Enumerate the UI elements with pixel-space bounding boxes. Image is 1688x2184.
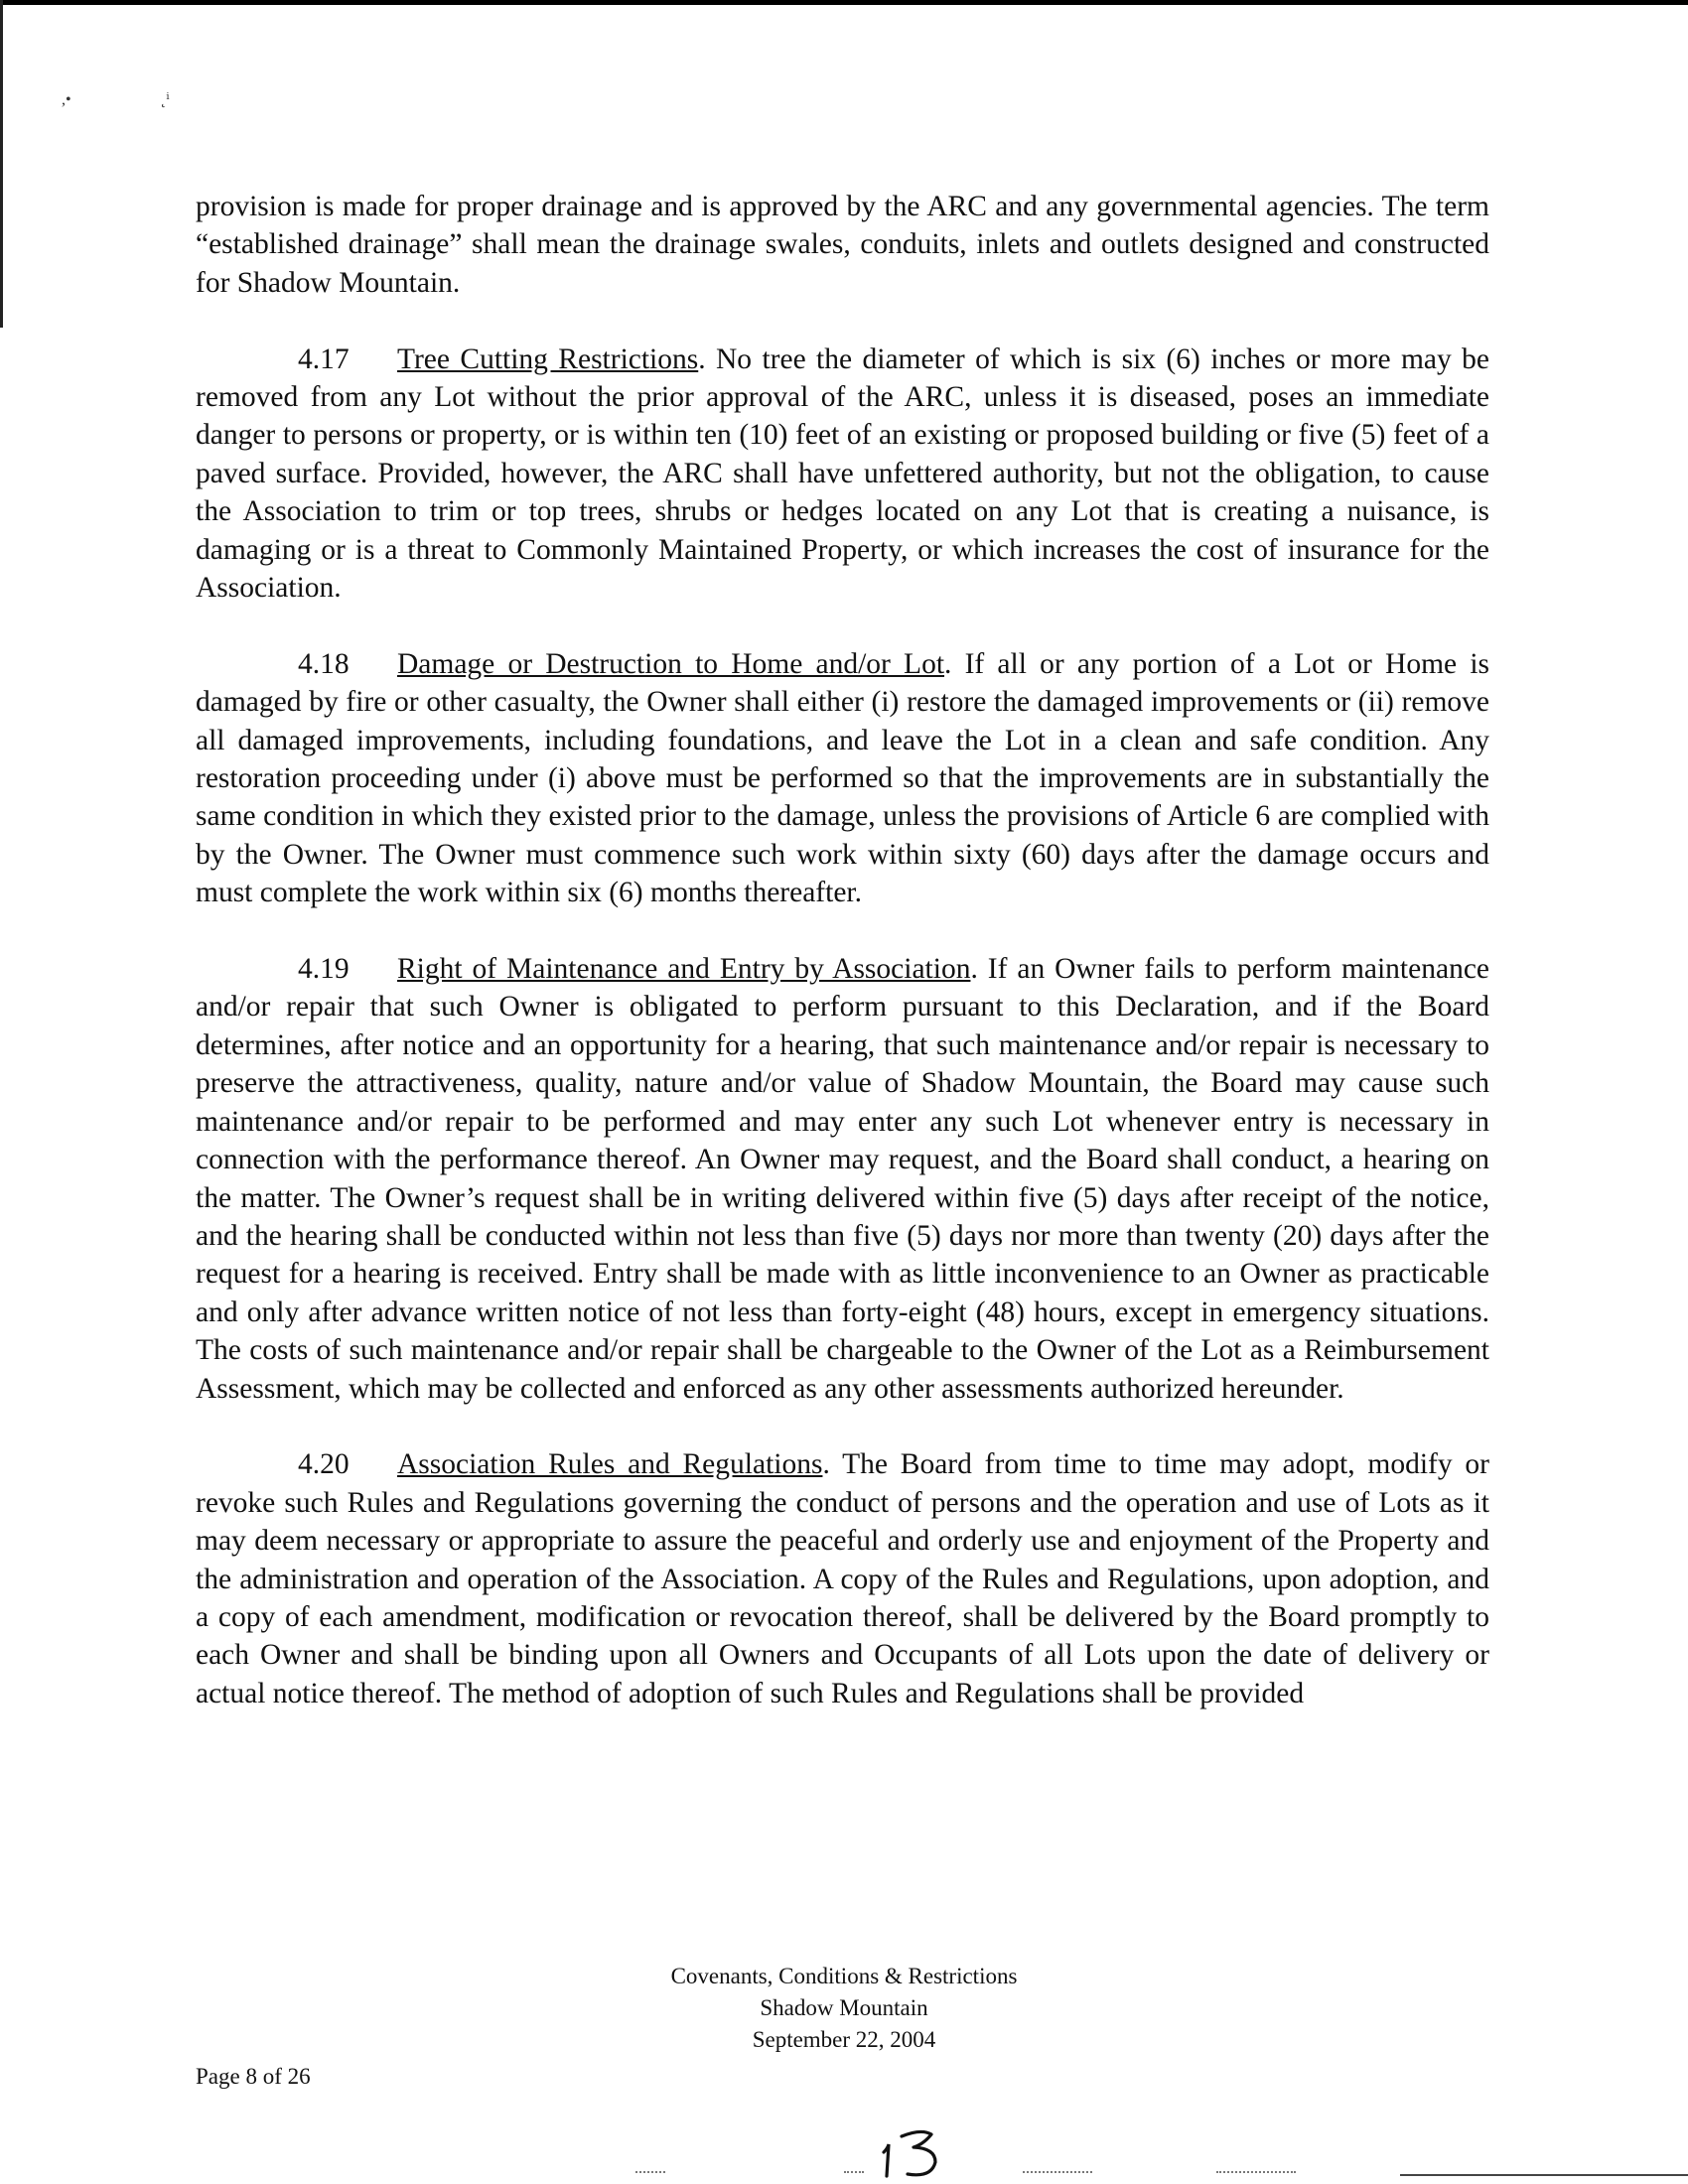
section-title: Damage or Destruction to Home and/or Lot <box>397 647 945 680</box>
scan-artifact <box>844 2171 864 2174</box>
document-body <box>196 188 1489 1712</box>
footer-project: Shadow Mountain <box>760 1995 928 2020</box>
scan-artifact <box>1216 2171 1296 2174</box>
section-4-17 <box>196 341 1489 608</box>
opening-paragraph: provision is made for proper drainage and is approved by the ARC and any governmental agencies. The term “established drainage” shall mean the drainage swales, conduits, inlets and outlets designed and constructed for Shadow Mountain. <box>196 191 1489 299</box>
scan-left-edge <box>0 0 3 328</box>
footer-title: Covenants, Conditions & Restrictions <box>670 1964 1018 1988</box>
section-title: Association Rules and Regulations <box>397 1448 823 1481</box>
section-text: . If all or any portion of a Lot or Home is damaged by fire or other casualty, the Owner shall either (i) restore the damaged improvements or (ii) remove all damaged improvements, including foundations, and leave the Lot in a clean and safe condition. Any restoration proceeding under (i) above must be performed so that the improvements are in substantially the same condition in which they existed prior to the damage, unless the provisions of Article 6 are complied with by the Owner. The Owner must commence such work within sixty (60) days after the damage occurs and must complete the work within six (6) months thereafter. <box>196 647 1489 909</box>
page-number: Page 8 of 26 <box>196 2064 311 2089</box>
document-footer <box>546 1961 1142 2056</box>
section-number: 4.17 <box>298 342 350 375</box>
section-text: . No tree the diameter of which is six (6) inches or more may be removed from any Lot without the prior approval of the ARC, unless it is diseased, poses an immediate danger to persons or property, or is within ten (10) feet of an existing or proposed building or five (5) feet of a paved surface. Provided, however, the ARC shall have unfettered authority, but not the obligation, to cause the Association to trim or top trees, shrubs or hedges located on any Lot that is creating a nuisance, is damaging or is a threat to Commonly Maintained Property, or which increases the cost of insurance for the Association. <box>196 342 1489 605</box>
handwritten-page-number <box>874 2115 973 2184</box>
scan-speck: ˛ⁱ <box>161 91 170 108</box>
section-text: . If an Owner fails to perform maintenance and/or repair that such Owner is obligated to perform pursuant to this Declaration, and if the Board determines, after notice and an opportunity for a hearing, that such maintenance and/or repair is necessary to preserve the attractiveness, quality, nature and/or value of Shadow Mountain, the Board may cause such maintenance and/or repair to be performed and may enter any such Lot whenever entry is necessary in connection with the performance thereof. An Owner may request, and the Board shall conduct, a hearing on the matter. The Owner’s request shall be in writing delivered within five (5) days after receipt of the notice, and the hearing shall be conducted within not less than five (5) days nor more than twenty (20) days after the request for a hearing is received. Entry shall be made with as little inconvenience to an Owner as practicable and only after advance written notice of not less than forty-eight (48) hours, except in emergency situations. The costs of such maintenance and/or repair shall be chargeable to the Owner of the Lot as a Reimbursement Assessment, which may be collected and enforced as any other assessments authorized hereunder. <box>196 953 1490 1405</box>
section-4-20 <box>196 1445 1489 1712</box>
section-title: Right of Maintenance and Entry by Association <box>397 953 971 986</box>
section-text: . The Board from time to time may adopt, modify or revoke such Rules and Regulations governing the conduct of persons and the operation and use of Lots as it may deem necessary or appropriate to assure the peaceful and orderly use and enjoyment of the Property and the administration and operation of the Association. A copy of the Rules and Regulations, upon adoption, and a copy of each amendment, modification or revocation thereof, shall be delivered by the Board promptly to each Owner and shall be binding upon all Owners and Occupants of all Lots upon the date of delivery or actual notice thereof. The method of adoption of such Rules and Regulations shall be provided <box>196 1448 1489 1709</box>
scan-bottom-rule <box>1400 2174 1688 2176</box>
scan-artifact <box>635 2171 665 2174</box>
scan-top-border <box>0 0 1688 5</box>
section-4-19 <box>196 950 1489 1408</box>
section-number: 4.19 <box>298 953 350 986</box>
section-number: 4.20 <box>298 1448 350 1481</box>
section-4-18 <box>196 645 1489 912</box>
scan-speck: ,• <box>62 91 71 108</box>
scan-artifact <box>1023 2171 1092 2174</box>
footer-date: September 22, 2004 <box>752 2027 936 2052</box>
section-number: 4.18 <box>298 647 350 680</box>
section-title: Tree Cutting Restrictions <box>397 342 699 375</box>
